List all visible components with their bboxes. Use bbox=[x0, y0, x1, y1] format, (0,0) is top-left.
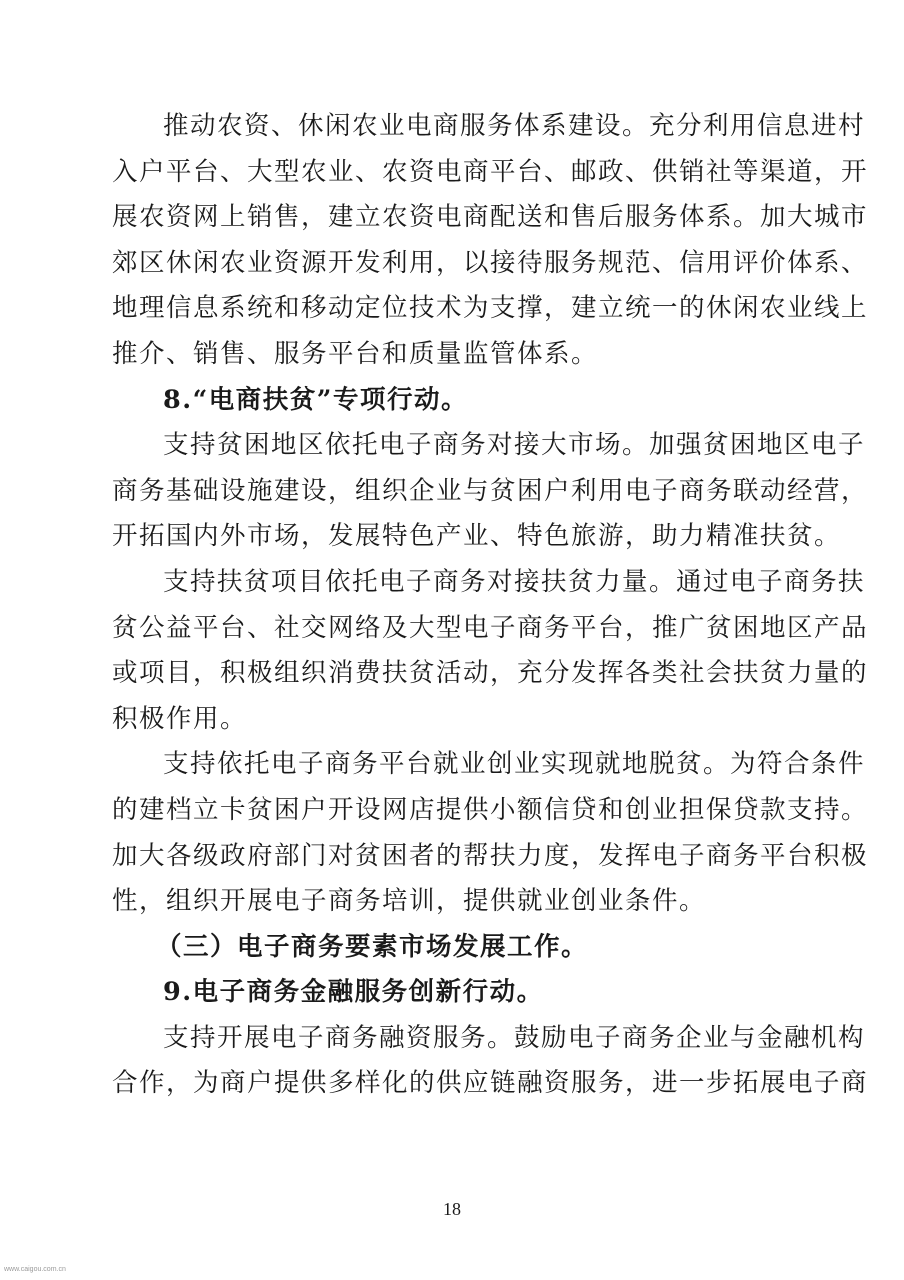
section-heading: 8.“电商扶贫”专项行动。 bbox=[163, 384, 468, 415]
body-text bbox=[112, 104, 869, 1107]
text-line: 地理信息系统和移动定位技术为支撑，建立统一的休闲农业线上 bbox=[112, 293, 869, 324]
text-line: 推介、销售、服务平台和质量监管体系。 bbox=[112, 338, 599, 369]
text-line: 展农资网上销售，建立农资电商配送和售后服务体系。加大城市 bbox=[112, 202, 869, 233]
text-line: 的建档立卡贫困户开设网店提供小额信贷和创业担保贷款支持。 bbox=[112, 794, 869, 825]
text-line: 郊区休闲农业资源开发利用，以接待服务规范、信用评价体系、 bbox=[112, 247, 869, 278]
text-line: 商务基础设施建设，组织企业与贫困户利用电子商务联动经营， bbox=[112, 475, 869, 506]
text-line: 性，组织开展电子商务培训，提供就业创业条件。 bbox=[112, 886, 707, 917]
text-line: 合作，为商户提供多样化的供应链融资服务，进一步拓展电子商 bbox=[112, 1068, 869, 1099]
text-line: 推动农资、休闲农业电商服务体系建设。充分利用信息进村 bbox=[163, 111, 866, 141]
section-heading: 9.电子商务金融服务创新行动。 bbox=[163, 977, 544, 1008]
text-line: 加大各级政府部门对贫困者的帮扶力度，发挥电子商务平台积极 bbox=[112, 840, 869, 871]
text-line: 支持贫困地区依托电子商务对接大市场。加强贫困地区电子 bbox=[163, 430, 866, 461]
text-line: 支持开展电子商务融资服务。鼓励电子商务企业与金融机构 bbox=[163, 1022, 866, 1053]
text-line: 入户平台、大型农业、农资电商平台、邮政、供销社等渠道，开 bbox=[112, 156, 869, 187]
text-line: 开拓国内外市场，发展特色产业、特色旅游，助力精准扶贫。 bbox=[112, 521, 842, 552]
chapter-heading: （三）电子商务要素市场发展工作。 bbox=[156, 931, 589, 962]
watermark: www.caigou.com.cn bbox=[4, 1266, 66, 1273]
page-number: 18 bbox=[443, 1199, 461, 1219]
text-line: 支持依托电子商务平台就业创业实现就地脱贫。为符合条件 bbox=[163, 749, 866, 780]
text-line: 支持扶贫项目依托电子商务对接扶贫力量。通过电子商务扶 bbox=[163, 566, 866, 597]
text-line: 贫公益平台、社交网络及大型电子商务平台，推广贫困地区产品 bbox=[112, 612, 869, 643]
text-line: 积极作用。 bbox=[112, 703, 248, 734]
text-line: 或项目，积极组织消费扶贫活动，充分发挥各类社会扶贫力量的 bbox=[112, 658, 869, 689]
